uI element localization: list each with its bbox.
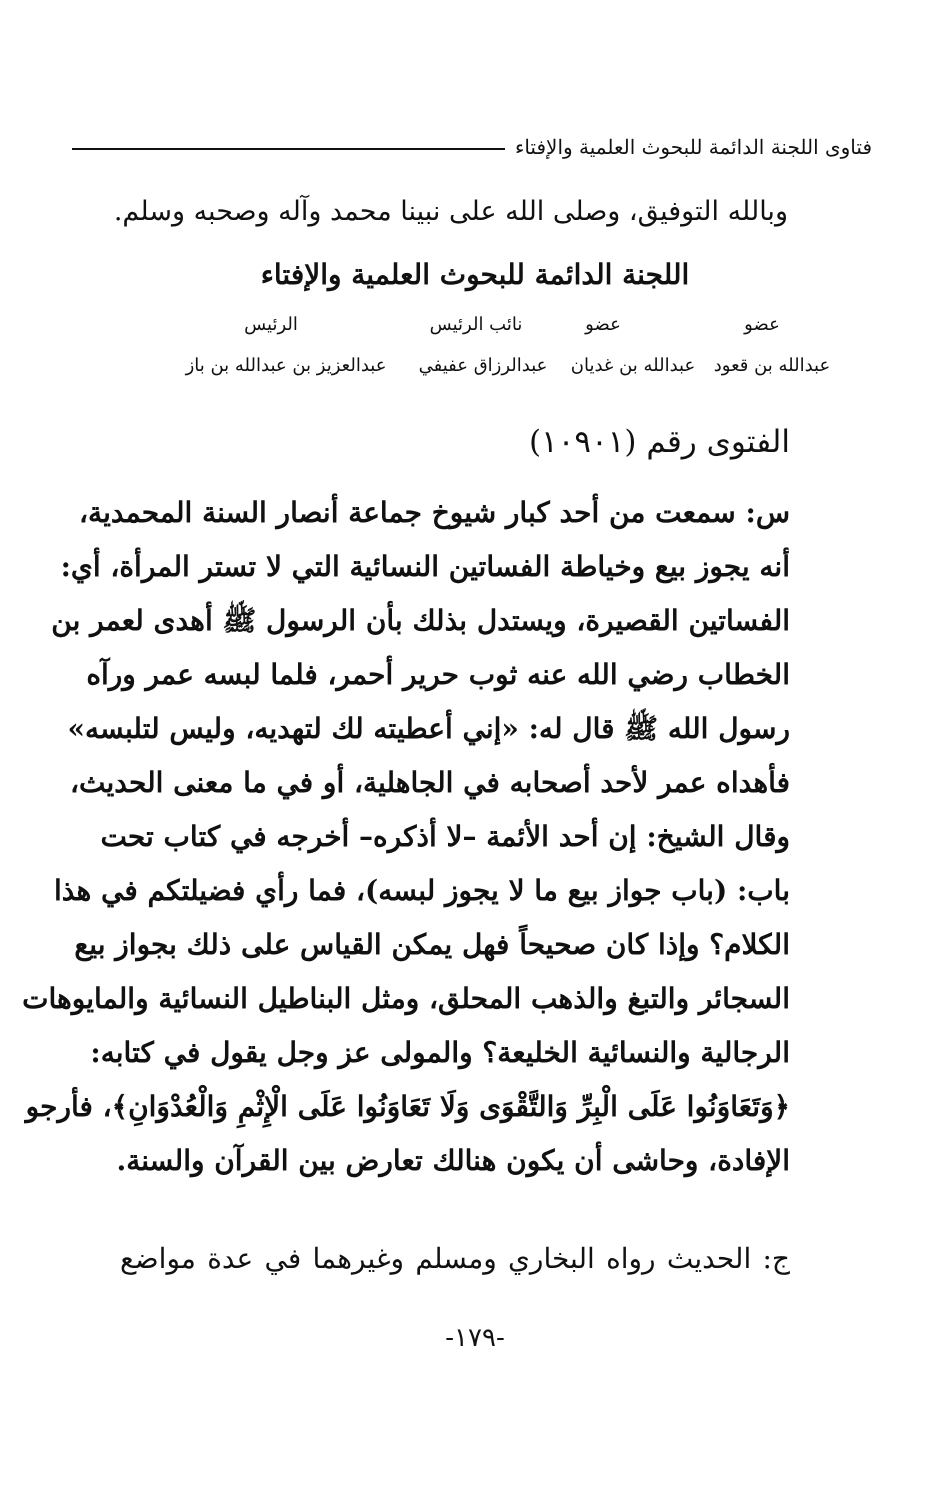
signatory-names xyxy=(130,355,850,385)
question-line: أنه يجوز بيع وخياطة الفساتين النسائية التي لا تستر المرأة، أي: xyxy=(60,550,790,583)
question-line: فأهداه عمر لأحد أصحابه في الجاهلية، أو في ما معنى الحديث، xyxy=(69,766,790,799)
question-line: الخطاب رضي الله عنه ثوب حرير أحمر، فلما لبسه عمر ورآه xyxy=(86,658,790,691)
question-line: الرجالية والنسائية الخليعة؟ والمولى عز وجل يقول في كتابه: xyxy=(90,1036,790,1069)
signatory-role: عضو xyxy=(744,314,780,335)
question-paragraph xyxy=(22,486,790,1188)
running-header xyxy=(72,130,872,164)
quran-verse-line: ﴿وَتَعَاوَنُوا عَلَى الْبِرِّ وَالتَّقْوَى وَلَا تَعَاوَنُوا عَلَى الْإِثْمِ وَالْعُدْوَانِ﴾، فأرجو xyxy=(25,1090,790,1123)
signatory-roles xyxy=(130,314,850,344)
page-number: -١٧٩- xyxy=(445,1323,505,1353)
question-line: الكلام؟ وإذا كان صحيحاً فهل يمكن القياس على ذلك بجواز بيع xyxy=(74,928,790,961)
question-line: وقال الشيخ: إن أحد الأئمة –لا أذكره– أخرجه في كتاب تحت xyxy=(100,820,790,853)
closing-formula: وبالله التوفيق، وصلى الله على نبينا محمد وآله وصحبه وسلم. xyxy=(113,196,788,227)
question-line: س: سمعت من أحد كبار شيوخ جماعة أنصار السنة المحمدية، xyxy=(79,496,790,529)
question-line: الفساتين القصيرة، ويستدل بذلك بأن الرسول ﷺ أهدى لعمر بن xyxy=(51,604,790,637)
signatory-name: عبدالرزاق عفيفي xyxy=(418,355,548,376)
signatory-name: عبدالله بن قعود xyxy=(713,355,831,376)
answer-start: ج: الحديث رواه البخاري ومسلم وغيرهما في عدة مواضع xyxy=(120,1242,790,1275)
signatory-name: عبدالله بن غديان xyxy=(570,355,696,376)
question-line: رسول الله ﷺ قال له: «إني أعطيته لك لتهديه، وليس لتلبسه» xyxy=(67,712,790,745)
signatory-name: عبدالعزيز بن عبدالله بن باز xyxy=(185,355,387,376)
question-line: باب: (باب جواز بيع ما لا يجوز لبسه)، فما رأي فضيلتكم في هذا xyxy=(54,874,790,907)
fatwa-number: الفتوى رقم (١٠٩٠١) xyxy=(529,424,790,460)
running-title: فتاوى اللجنة الدائمة للبحوث العلمية والإفتاء xyxy=(514,135,872,159)
signatory-role: الرئيس xyxy=(244,314,298,335)
signatory-role: نائب الرئيس xyxy=(429,314,523,335)
question-line: الإفادة، وحاشى أن يكون هنالك تعارض بين القرآن والسنة. xyxy=(116,1144,790,1177)
header-rule xyxy=(72,148,505,150)
signatory-role: عضو xyxy=(585,314,621,335)
question-line: السجائر والتبغ والذهب المحلق، ومثل البناطيل النسائية والمايوهات xyxy=(22,982,790,1015)
committee-title: اللجنة الدائمة للبحوث العلمية والإفتاء xyxy=(260,258,690,291)
